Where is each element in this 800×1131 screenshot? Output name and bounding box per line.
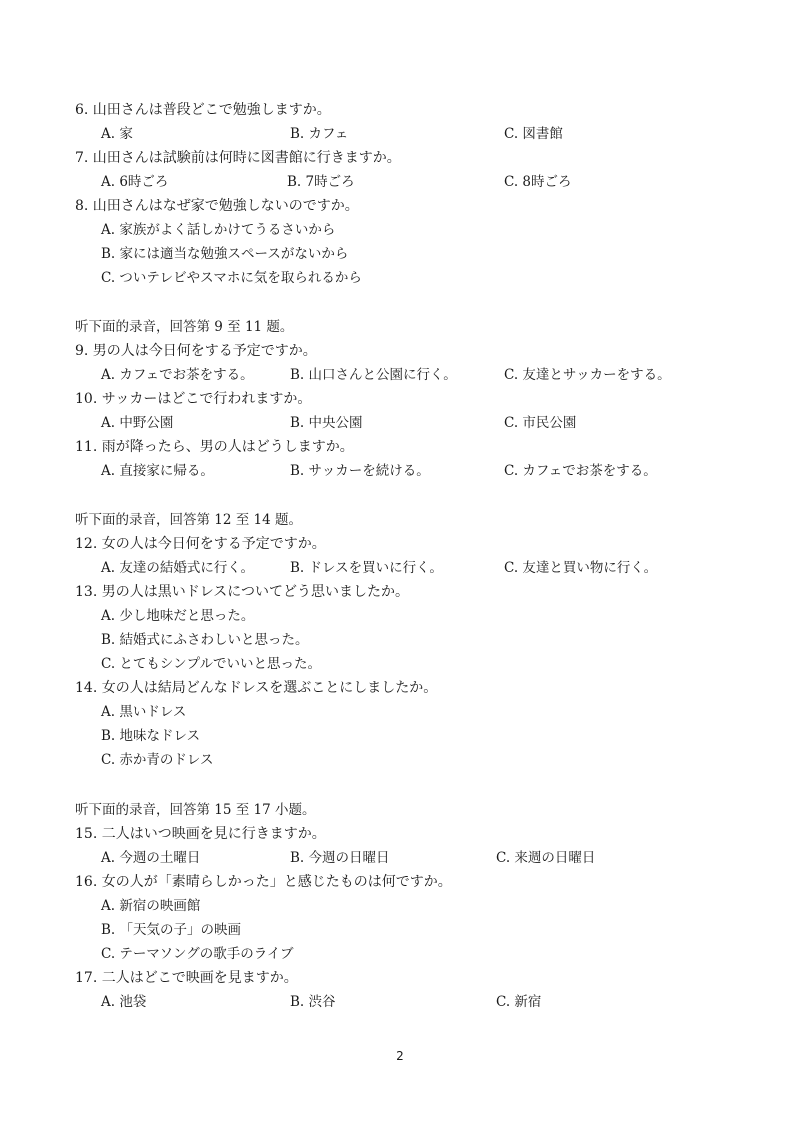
q6-option-b: B. カフェ [290, 126, 349, 142]
question-12-options [75, 556, 725, 580]
q16-option-b: B. 「天気の子」の映画 [101, 922, 242, 938]
q13-option-c: C. とてもシンプルでいいと思った。 [101, 656, 322, 672]
question-8-options [75, 218, 725, 290]
q16-option-c: C. テーマソングの歌手のライブ [101, 946, 294, 962]
question-14-stem: 14. 女の人は結局どんなドレスを選ぶことにしましたか。 [75, 680, 438, 696]
question-group-12-14 [75, 508, 725, 772]
question-12-stem: 12. 女の人は今日何をする予定ですか。 [75, 536, 326, 552]
section-header-12-14: 听下面的录音，回答第 12 至 14 题。 [75, 512, 303, 528]
question-9-stem: 9. 男の人は今日何をする予定ですか。 [75, 343, 317, 359]
q8-option-b: B. 家には適当な勉強スペースがないから [101, 246, 349, 262]
question-6-stem: 6. 山田さんは普段どこで勉強しますか。 [75, 102, 331, 118]
question-17-options [75, 990, 725, 1014]
q14-option-a: A. 黒いドレス [101, 704, 187, 720]
question-group-6-8 [75, 98, 725, 290]
q13-option-b: B. 結婚式にふさわしいと思った。 [101, 632, 309, 648]
q14-option-b: B. 地味なドレス [101, 728, 201, 744]
q11-option-c: C. カフェでお茶をする。 [504, 463, 657, 479]
question-10-stem: 10. サッカーはどこで行われますか。 [75, 391, 312, 407]
question-13-stem: 13. 男の人は黒いドレスについてどう思いましたか。 [75, 584, 410, 600]
question-15-stem: 15. 二人はいつ映画を見に行きますか。 [75, 826, 326, 842]
q17-option-c: C. 新宿 [496, 994, 542, 1010]
question-15-options [75, 846, 725, 870]
q12-option-a: A. 友達の結婚式に行く。 [101, 560, 255, 576]
q17-option-b: B. 渋谷 [290, 994, 336, 1010]
section-header-15-17: 听下面的录音，回答第 15 至 17 小题。 [75, 802, 316, 818]
q17-option-a: A. 池袋 [101, 994, 147, 1010]
question-7-stem: 7. 山田さんは試験前は何時に図書館に行きますか。 [75, 150, 401, 166]
question-9-options [75, 363, 725, 387]
question-7-options [75, 170, 725, 194]
question-group-9-11 [75, 315, 725, 483]
q8-option-c: C. ついテレビやスマホに気を取られるから [101, 270, 362, 286]
section-header-9-11: 听下面的录音，回答第 9 至 11 题。 [75, 319, 294, 335]
q11-option-a: A. 直接家に帰る。 [101, 463, 214, 479]
q16-option-a: A. 新宿の映画館 [101, 898, 201, 914]
question-13-options [75, 604, 725, 676]
q13-option-a: A. 少し地味だと思った。 [101, 608, 255, 624]
question-17-stem: 17. 二人はどこで映画を見ますか。 [75, 970, 298, 986]
q15-option-b: B. 今週の日曜日 [290, 850, 390, 866]
question-16-options [75, 894, 725, 966]
question-14-options [75, 700, 725, 772]
question-6-options [75, 122, 725, 146]
q14-option-c: C. 赤か青のドレス [101, 752, 214, 768]
q10-option-c: C. 市民公園 [504, 415, 577, 431]
q9-option-c: C. 友達とサッカーをする。 [504, 367, 671, 383]
q10-option-a: A. 中野公園 [101, 415, 174, 431]
q9-option-b: B. 山口さんと公園に行く。 [290, 367, 457, 383]
q10-option-b: B. 中央公園 [290, 415, 363, 431]
q12-option-c: C. 友達と買い物に行く。 [504, 560, 658, 576]
q6-option-a: A. 家 [101, 126, 133, 142]
q15-option-a: A. 今週の土曜日 [101, 850, 201, 866]
q11-option-b: B. サッカーを続ける。 [290, 463, 430, 479]
q9-option-a: A. カフェでお茶をする。 [101, 367, 254, 383]
q7-option-a: A. 6時ごろ [101, 174, 169, 190]
question-11-options [75, 459, 725, 483]
q15-option-c: C. 来週の日曜日 [496, 850, 596, 866]
question-group-15-17 [75, 798, 725, 1014]
question-8-stem: 8. 山田さんはなぜ家で勉強しないのですか。 [75, 198, 359, 214]
q8-option-a: A. 家族がよく話しかけてうるさいから [101, 222, 336, 238]
page-number: 2 [396, 1049, 404, 1063]
q6-option-c: C. 図書館 [504, 126, 563, 142]
q12-option-b: B. ドレスを買いに行く。 [290, 560, 443, 576]
q7-option-c: C. 8時ごろ [504, 174, 572, 190]
question-16-stem: 16. 女の人が「素晴らしかった」と感じたものは何ですか。 [75, 874, 452, 890]
question-10-options [75, 411, 725, 435]
q7-option-b: B. 7時ごろ [287, 174, 355, 190]
question-11-stem: 11. 雨が降ったら、男の人はどうしますか。 [75, 439, 354, 455]
